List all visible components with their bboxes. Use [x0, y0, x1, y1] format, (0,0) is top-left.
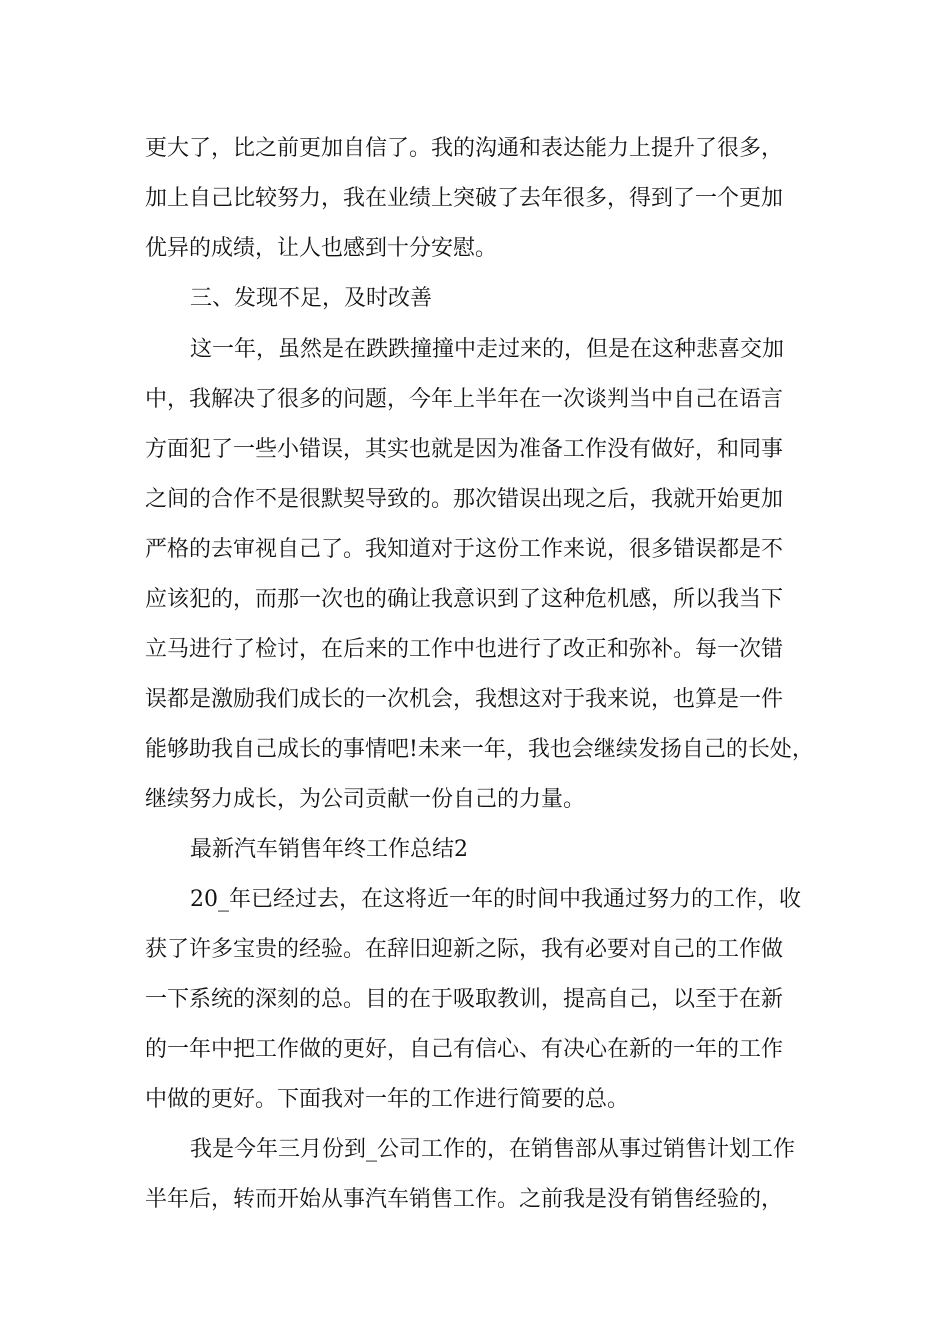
paragraph-line: 继续努力成长，为公司贡献一份自己的力量。	[145, 787, 586, 812]
paragraph-line: 获了许多宝贵的经验。在辞旧迎新之际，我有必要对自己的工作做	[145, 937, 784, 962]
paragraph-line: 能够助我自己成长的事情吧!未来一年，我也会继续发扬自己的长处，	[145, 737, 814, 762]
paragraph-line: 半年后，转而开始从事汽车销售工作。之前我是没有销售经验的，	[145, 1187, 784, 1212]
paragraph-line: 应该犯的，而那一次也的确让我意识到了这种危机感，所以我当下	[145, 587, 784, 612]
paragraph-line: 方面犯了一些小错误，其实也就是因为准备工作没有做好，和同事	[145, 437, 784, 462]
paragraph-line: 中，我解决了很多的问题，今年上半年在一次谈判当中自己在语言	[145, 387, 784, 412]
paragraph-line: 更大了，比之前更加自信了。我的沟通和表达能力上提升了很多，	[145, 136, 784, 161]
paragraph-line: 之间的合作不是很默契导致的。那次错误出现之后，我就开始更加	[145, 487, 784, 512]
article-title: 最新汽车销售年终工作总结2	[190, 837, 468, 862]
paragraph-line: 立马进行了检讨，在后来的工作中也进行了改正和弥补。每一次错	[145, 637, 784, 662]
paragraph-line: 一下系统的深刻的总。目的在于吸取教训，提高自己，以至于在新	[145, 987, 784, 1012]
paragraph-line: 的一年中把工作做的更好，自己有信心、有决心在新的一年的工作	[145, 1037, 784, 1062]
paragraph-line: 中做的更好。下面我对一年的工作进行简要的总。	[145, 1087, 630, 1112]
paragraph-line: 20_年已经过去，在这将近一年的时间中我通过努力的工作，收	[190, 887, 801, 912]
paragraph-line: 加上自己比较努力，我在业绩上突破了去年很多，得到了一个更加	[145, 186, 784, 211]
paragraph-line: 优异的成绩，让人也感到十分安慰。	[145, 236, 498, 261]
paragraph-line: 这一年，虽然是在跌跌撞撞中走过来的，但是在这种悲喜交加	[190, 337, 785, 362]
paragraph-line: 我是今年三月份到_公司工作的，在销售部从事过销售计划工作	[190, 1137, 796, 1162]
paragraph-line: 严格的去审视自己了。我知道对于这份工作来说，很多错误都是不	[145, 537, 784, 562]
section-heading: 三、发现不足，及时改善	[190, 286, 433, 311]
paragraph-line: 误都是激励我们成长的一次机会，我想这对于我来说，也算是一件	[145, 687, 784, 712]
